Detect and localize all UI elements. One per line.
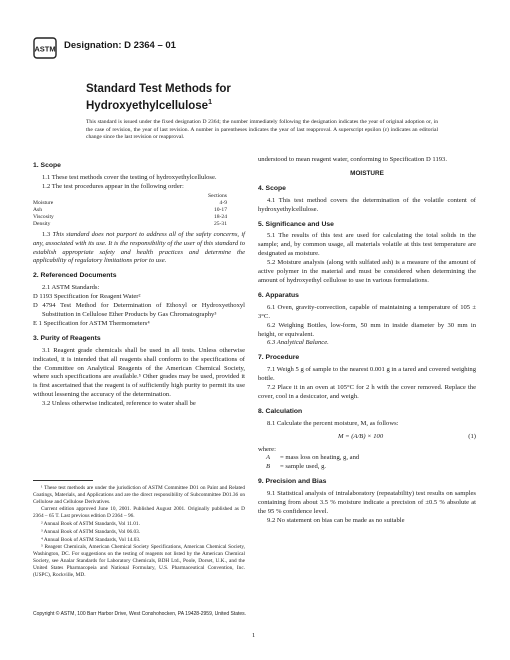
sections-table: Sections Moisture 4-9 Ash 10-17 Viscosity 18-24 Density 25-31 <box>33 193 245 228</box>
table-row: Density 25-31 <box>33 220 227 227</box>
copyright: Copyright © ASTM, 100 Barr Harbor Drive, West Conshohocken, PA 19428-2959, United States. <box>33 611 247 617</box>
table-row: Viscosity 18-24 <box>33 213 227 220</box>
section-heading: 1. Scope <box>33 162 61 169</box>
part-heading: MOISTURE <box>350 169 384 177</box>
where-clause: where: A = mass loss on heating, g, and B = sample used, g. <box>258 445 360 471</box>
table-row: Ash 10-17 <box>33 206 227 213</box>
left-column: 1. Scope 1.1 These test methods cover the testing of hydroxyethylcellulose. 1.2 The test procedures appear in the following order: Sections Moisture 4-9 Ash 10-17 Viscosity 18-24 Density 25-31 1.3 This standard does not purport to address all of the safety concerns, if any, associated with its use. It is the responsibility of the user of this standard to establish appropriate safety and health practices and determine the applicability of regulatory limitations prior to use. 2. Referenced Documents 2.1 ASTM Standards: D 1193 Specification for Reagent Water² D 4794 Test Method for Determination of Ethoxyl or Hydroxyethoxyl Substitution in Cellulose Ether Products by Gas Chromatography³ E 1 Specification for ASTM Thermometers⁴ 3. Purity of Reagents 3.1 Reagent grade chemicals shall be used in all tests. Unless otherwise indicated, it is intended that all reagents shall conform to the specifications of the Committee on Analytical Reagents of the American Chemical Society, where such specifications are available.⁵ Other grades may be used, provided it is first ascertained that the reagent is of sufficiently high purity to permit its use without lessening the accuracy of the determination. 3.2 Unless otherwise indicated, reference to water shall be <box>33 162 245 408</box>
astm-logo <box>33 37 57 59</box>
designation: Designation: D 2364 – 01 <box>64 40 176 51</box>
section-heading: 3. Purity of Reagents <box>33 334 101 342</box>
footnote-divider <box>33 480 93 481</box>
section-heading: 2. Referenced Documents <box>33 272 117 280</box>
table-row: Moisture 4-9 <box>33 199 227 206</box>
page-number: 1 <box>252 632 256 639</box>
equation: M = (A/B) × 100 (1) <box>338 432 476 440</box>
footnotes: ¹ These test methods are under the jurisdiction of ASTM Committee D01 on Paint and Related Coatings, Materials, and Applications and are the direct responsibility of Subcommittee D01.36 on Cellulose and Cellulose Derivatives. Current edition approved June 10, 2001. Published August 2001. Originally published as D 2364 – 65 T. Last previous edition D 2364 – 96. ² Annual Book of ASTM Standards, Vol 11.01. ³ Annual Book of ASTM Standards, Vol 06.03. ⁴ Annual Book of ASTM Standards, Vol 14.03. ⁵ Reagent Chemicals, American Chemical Society Specifications, American Chemical Society, Washington, DC. For suggestions on the testing of reagents not listed by the American Chemical Society, see Analar Standards for Laboratory Chemicals, BDH Ltd., Poole, Dorset, U.K., and the United States Pharmacopeia and National Formulary, U.S. Pharmaceutical Convention, Inc. (USPC), Rockville, MD. <box>33 485 245 578</box>
right-column: understood to mean reagent water, conforming to Specification D 1193. MOISTURE 4. Scope 4.1 This test method covers the determination of the volatile content of hydroxyethylcellulose. 5. Significance and Use 5.1 The results of this test are used for calculating the total solids in the sample; and, by common usage, all materials volatile at this test temperature are designated as moisture. 5.2 Moisture analysis (along with sulfated ash) is a measure of the amount of active polymer in the material and must be considered when determining the amount of hydroxyethyl cellulose to use in various formulations. 6. Apparatus 6.1 Oven, gravity-convection, capable of maintaining a temperature of 105 ± 3°C. 6.2 Weighing Bottles, low-form, 50 mm in inside diameter by 30 mm in height, or equivalent. 6.3 Analytical Balance. 7. Procedure 7.1 Weigh 5 g of sample to the nearest 0.001 g in a tared and covered weighing bottle. 7.2 Place it in an oven at 105°C for 2 h with the cover removed. Replace the cover, cool in a desiccator, and weigh. 8. Calculation 8.1 Calculate the percent moisture, M, as follows: M = (A/B) × 100 (1) where: A = mass loss on heating, g, and B = sample used, g. 9. Precision and Bias 9.1 Statistical analysis of intralaboratory (repeatability) test results on samples containing from about 3.5 % moisture indicate a precision of ±0.5 % absolute at the 95 % confidence level. 9.2 No statement on bias can be made as no suitable <box>258 156 476 524</box>
svg-text:ASTM: ASTM <box>34 44 56 54</box>
document-title: Standard Test Methods for Hydroxyethylcellulose$^1$ <box>86 83 231 112</box>
reference-list: D 1193 Specification for Reagent Water² D 4794 Test Method for Determination of Ethoxyl or Hydroxyethoxyl Substitution in Cellulose Ether Products by Gas Chromatography³ E 1 Specification for ASTM Thermometers⁴ <box>33 293 245 327</box>
standard-notice: This standard is issued under the fixed designation D 2364; the number immediately following the designation indicates the year of original adoption or, in the case of revision, the year of last revision. A number in parentheses indicates the year of last reapproval. A superscript epsilon (ε) indicates an editorial change since the last revision or reapproval. <box>86 119 438 140</box>
